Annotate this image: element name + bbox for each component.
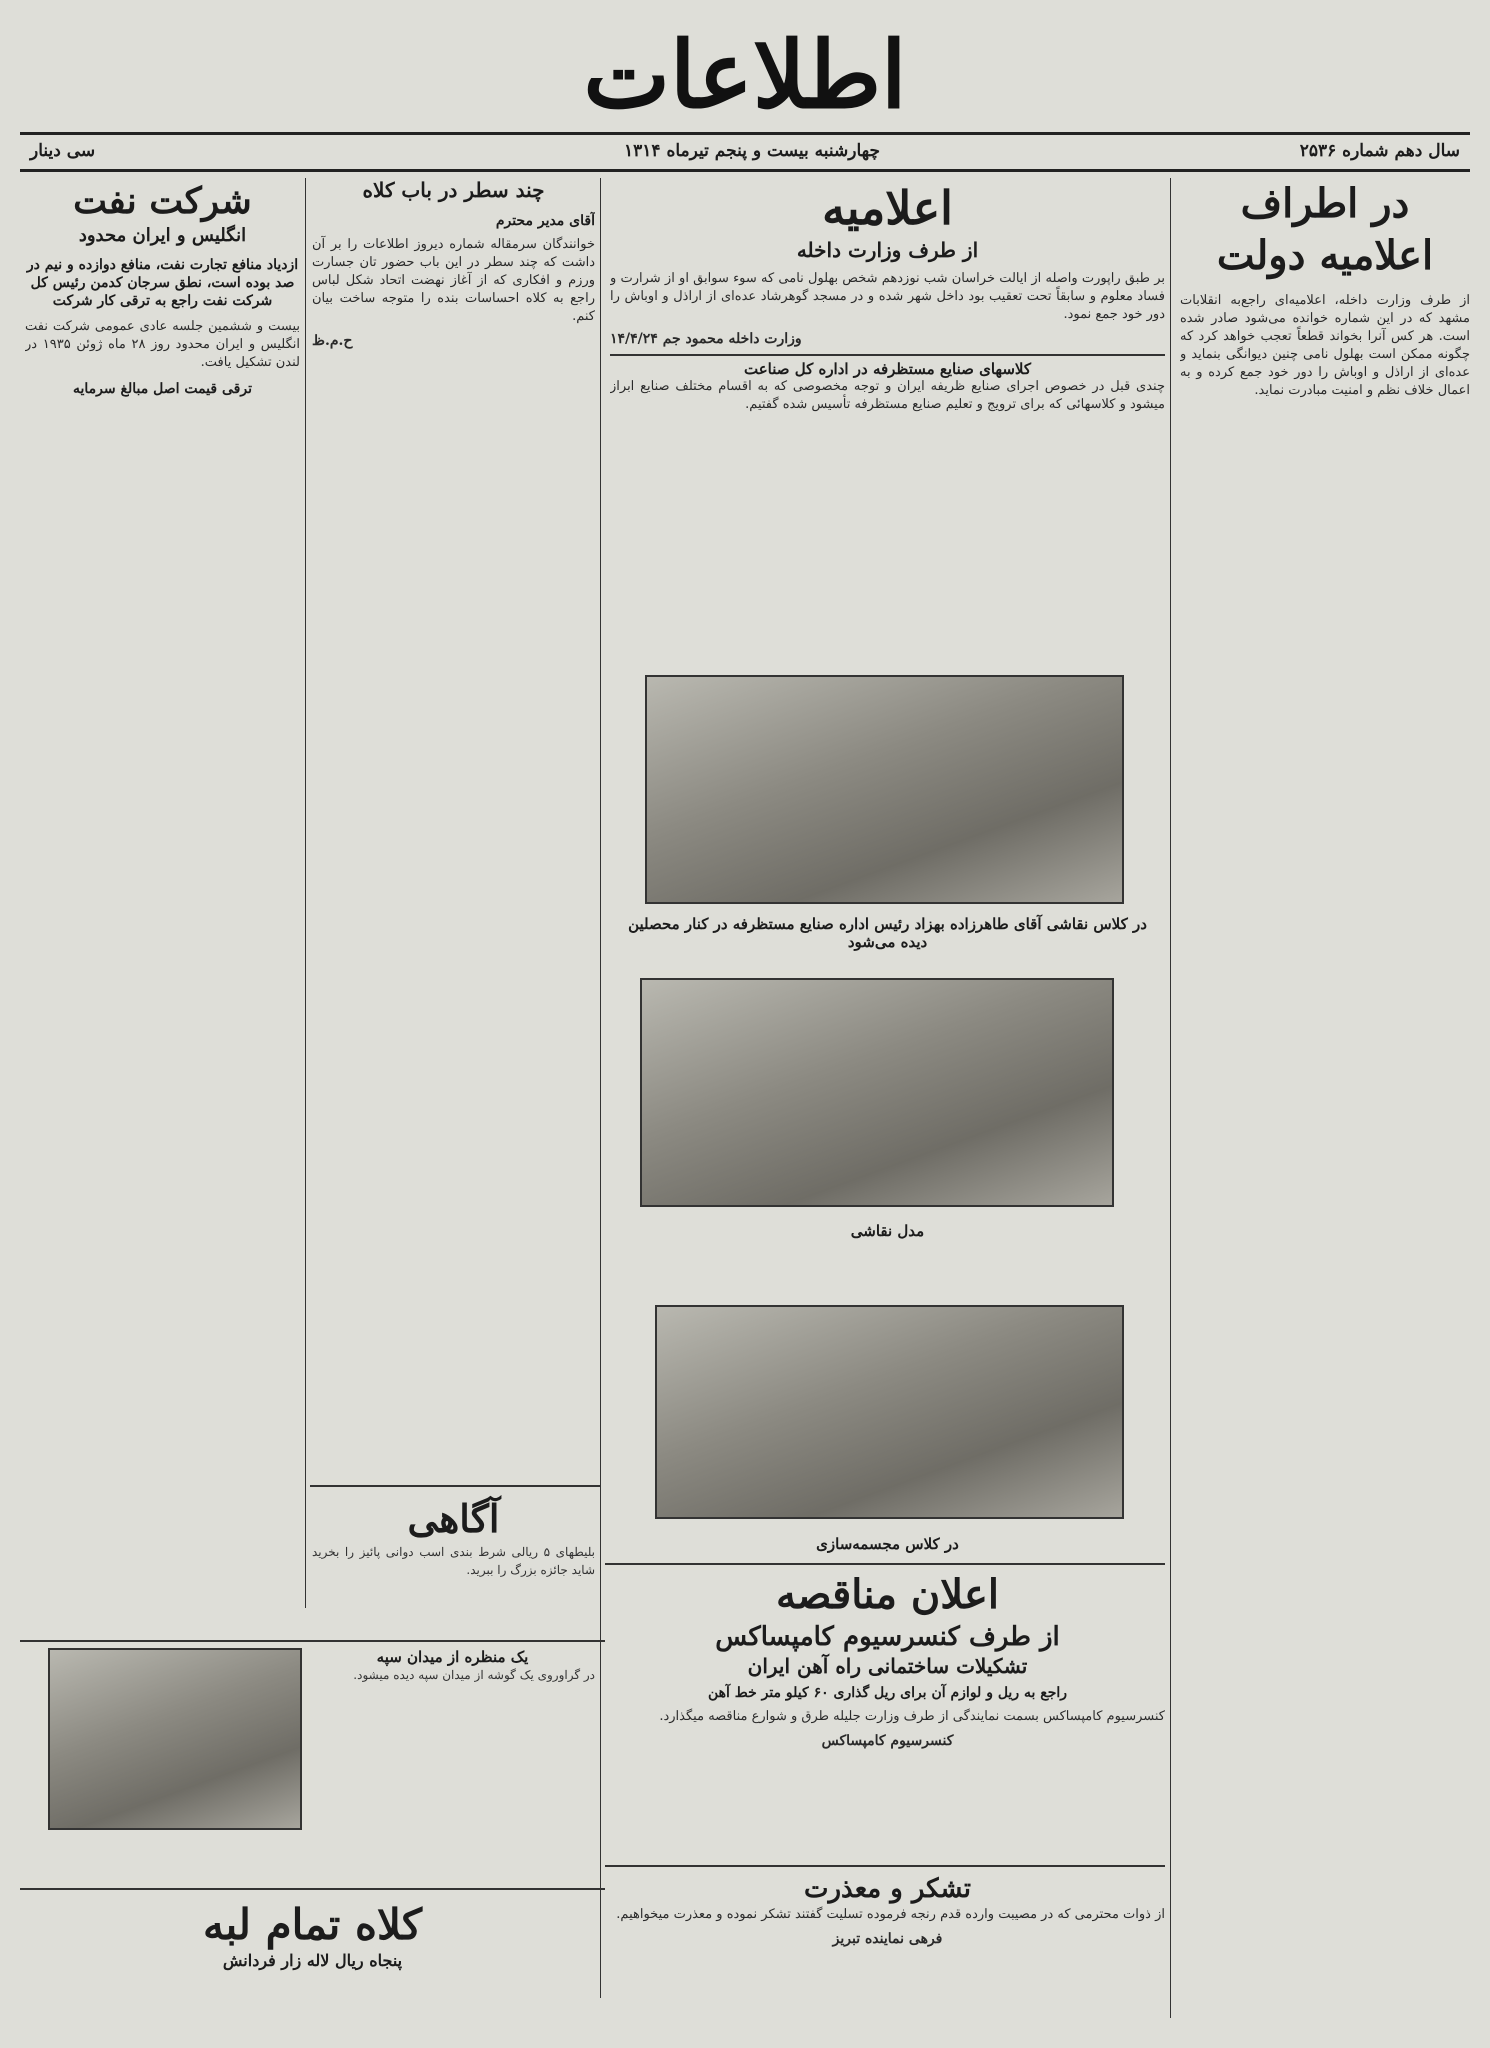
caption-painting-model: مدل نقاشی	[850, 1222, 925, 1240]
column-divider	[600, 178, 601, 1998]
hat-body: خوانندگان سرمقاله شماره دیروز اطلاعات را بر آن داشت که چند سطر در این باب حضور تان جسارت ورزم و افکاری که از آغاز نهضت اتحاد شکل لباس راجع به کلاه احساسات بنده را متوجه ساخت بیان کنم.	[312, 237, 595, 324]
caption-sculpture-class: در کلاس مجسمه‌سازی	[816, 1535, 959, 1553]
notice-signature: وزارت داخله محمود جم ۱۴/۴/۲۴	[610, 331, 802, 347]
column-divider	[305, 178, 306, 1608]
tender-notice	[610, 1570, 1165, 1860]
newspaper-logo: اطلاعات	[583, 21, 907, 129]
price: سی دینار	[30, 141, 96, 161]
oil-subtitle: انگلیس و ایران محدود	[78, 225, 247, 246]
commentary-body: از طرف وزارت داخله، اعلامیه‌ای راجع‌به انقلابات مشهد که در این شماره خوانده می‌شود صادر شده است. هر کس آنرا بخواند قطعاً تعجب خواهد کرد که چگونه ممکن است بهلول نامی چنین دیوانگی بنماید و عده‌ای از اراذل و اوباش را دور خود جمع کرده و به اعمال خلاف نظم و امنیت مبادرت نماید.	[1180, 293, 1470, 398]
tender-subject: راجع به ریل و لوازم آن برای ریل گذاری ۶۰ کیلو متر خط آهن	[707, 1685, 1067, 1701]
hat-letter	[312, 178, 595, 1478]
thanks-title: تشکر و معذرت	[804, 1874, 971, 1904]
tender-signature: کنسرسیوم کامپساکس	[821, 1733, 954, 1749]
section-rule	[605, 1865, 1165, 1867]
hat-signature: ح.م.ظ	[312, 333, 353, 349]
announcement-commentary	[1180, 178, 1470, 2008]
notice-body: بر طبق راپورت واصله از ایالت خراسان شب نوزدهم شخص بهلول نامی که سوء سوابق او از شرارت و فساد معلوم و سابقاً تحت تعقیب بود داخل شهر شده و در مسجد گوهرشاد عده‌ای از اراذل و اوباش را دور خود جمع نمود.	[610, 271, 1165, 322]
section-rule	[610, 354, 1165, 356]
horse-race-notice	[312, 1495, 595, 1635]
photo-sepah-square	[48, 1648, 302, 1830]
section-rule	[310, 1485, 600, 1487]
thanks-signature: فرهی نماینده تبریز	[832, 1931, 943, 1947]
column-divider	[1170, 178, 1171, 2018]
sepah-title: یک منظره از میدان سپه	[376, 1648, 529, 1666]
tender-body: کنسرسیوم کامپساکس بسمت نمایندگی از طرف وزارت جلیله طرق و شوارع مناقصه میگذارد.	[659, 1709, 1165, 1724]
oil-section: ترقی قیمت اصل مبالغ سرمایه	[73, 381, 252, 397]
oil-company-article	[25, 178, 300, 1608]
masthead	[0, 0, 1490, 130]
issue-date: چهارشنبه بیست و پنجم تیرماه ۱۳۱۴	[624, 141, 880, 161]
tender-subtitle-2: تشکیلات ساختمانی راه آهن ایران	[747, 1654, 1028, 1678]
commentary-title: در اطراف اعلامیه دولت	[1216, 180, 1434, 279]
dateline-bar	[20, 132, 1470, 172]
photo-sculpture-class	[655, 1305, 1124, 1519]
hat-title: چند سطر در باب کلاه	[362, 178, 545, 202]
tender-title: اعلان مناقصه	[775, 1571, 1000, 1618]
issue-number: سال دهم شماره ۲۵۳۶	[1299, 141, 1460, 161]
article-title: کلاسهای صنایع مستظرفه در اداره کل صناعت	[744, 360, 1031, 378]
oil-headline: ازدیاد منافع تجارت نفت، منافع دوازده و نیم در صد بوده است، نطق سرجان کدمن رئیس کل شرکت نفت راجع به ترقی کار شرکت	[26, 257, 299, 309]
oil-body: بیست و ششمین جلسه عادی عمومی شرکت نفت انگلیس و ایران محدود روز ۲۸ ماه ژوئن ۱۹۳۵ در لندن تشکیل یافت.	[25, 319, 300, 370]
article-body: چندی قبل در خصوص اجرای صنایع ظریفه ایران و توجه مخصوصی که به اقسام مختلف صنایع ابراز میشود و کلاسهائی که برای ترویج و تعلیم صنایع مستظرفه تأسیس شده گفتیم.	[610, 379, 1165, 412]
thanks-body: از ذوات محترمی که در مصیبت وارده قدم رنجه فرموده تسلیت گفتند تشکر نموده و معذرت میخواهیم.	[616, 1907, 1165, 1922]
thanks-notice	[610, 1872, 1165, 1982]
ad-title: کلاه تمام لبه	[202, 1900, 423, 1949]
oil-title: شرکت نفت	[73, 180, 252, 222]
hat-greeting: آقای مدیر محترم	[495, 213, 595, 229]
notice-title: اعلامیه	[822, 181, 953, 235]
section-rule	[20, 1640, 605, 1642]
notice-subtitle: از طرف وزارت داخله	[796, 238, 979, 262]
photo-painting-model	[640, 978, 1114, 1207]
notice-heading: آگاهی	[407, 1496, 500, 1541]
caption-painting-class: در کلاس نقاشی آقای طاهرزاده بهزاد رئیس اداره صنایع مستظرفه در کنار محصلین دیده می‌شود	[628, 915, 1147, 951]
notice-text: بلیطهای ۵ ریالی شرط بندی اسب دوانی پائیز را بخرید شاید جائزه بزرگ را ببرید.	[312, 1545, 595, 1577]
tender-subtitle: از طرف کنسرسیوم کامپساکس	[715, 1622, 1060, 1652]
ad-line: پنجاه ریال لاله زار فردانش	[222, 1951, 403, 1970]
sepah-square-text	[310, 1648, 595, 1828]
section-rule	[605, 1563, 1165, 1565]
sepah-body: در گراوروی یک گوشه از میدان سپه دیده میشود.	[353, 1668, 595, 1682]
hat-advertisement	[30, 1898, 595, 2008]
section-rule	[20, 1888, 605, 1890]
photo-painting-class	[645, 675, 1124, 904]
